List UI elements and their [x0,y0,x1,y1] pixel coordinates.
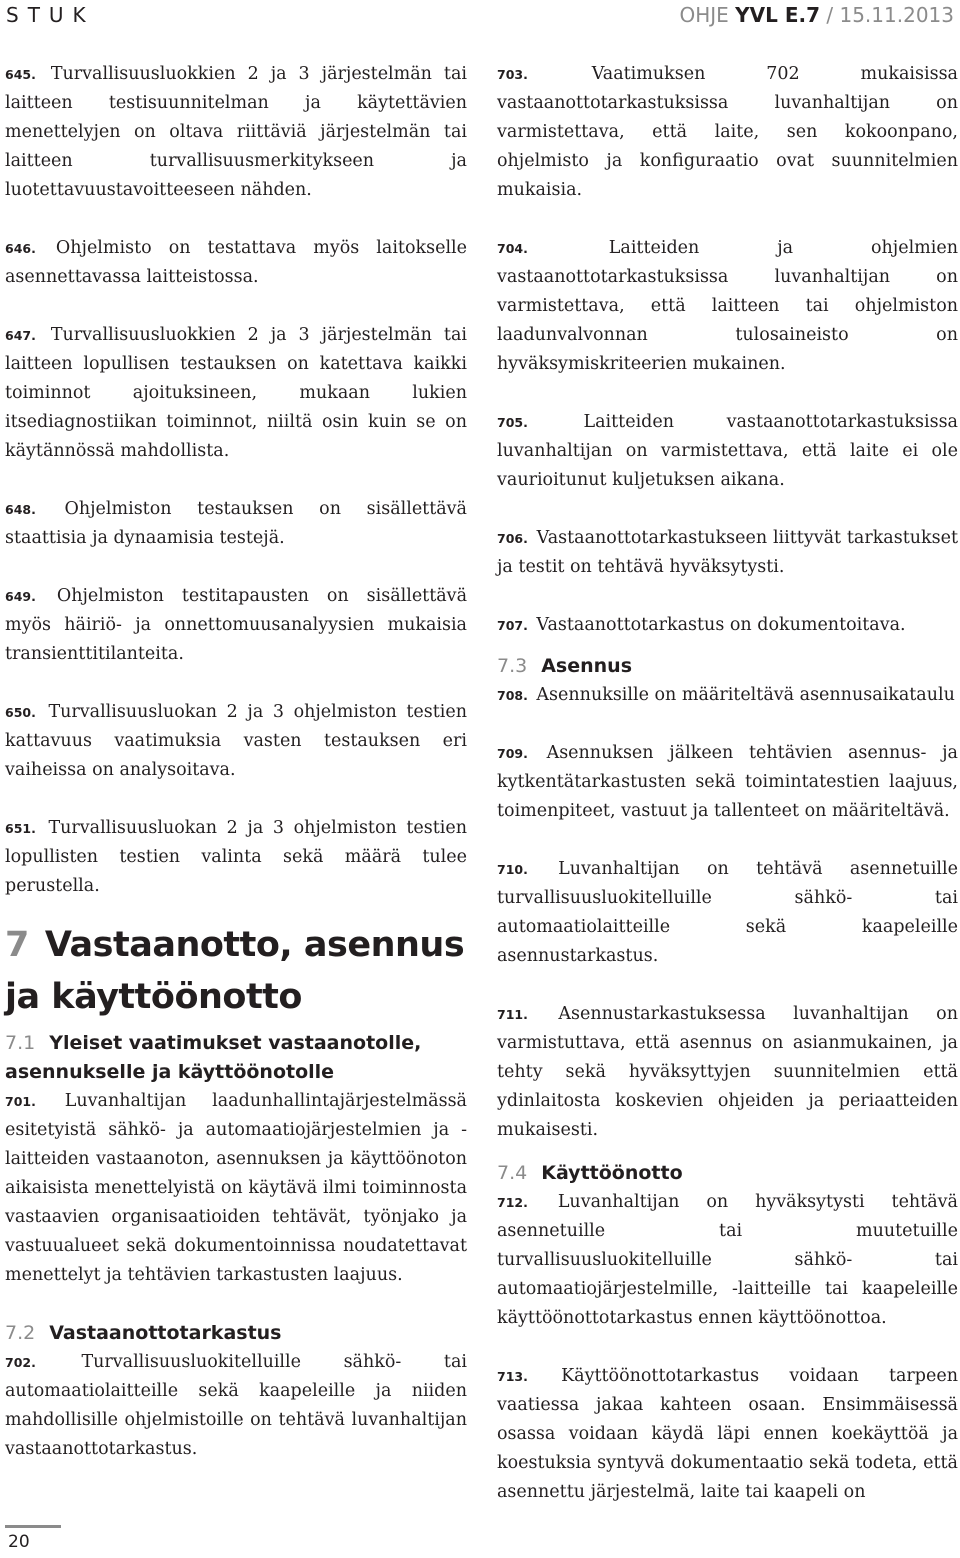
paragraph-text: Laitteiden ja ohjelmien vastaanottotarkastuksissa luvanhaltijan on varmistettava, että laitteen tai ohjelmiston laadunvalvonnan tulosaineisto on hyväksymiskriteerien mukainen. [497,238,958,374]
paragraph-number: 703. [497,67,528,82]
paragraph-701 [5,1087,467,1290]
paragraph-text: Asennuksille on määriteltävä asennusaikataulu [536,685,955,705]
paragraph-706 [497,524,958,582]
paragraph-647 [5,321,467,466]
paragraph-number: 704. [497,241,528,256]
paragraph-703 [497,60,958,205]
paragraph-text: Luvanhaltijan on hyväksytysti tehtävä asennetuille tai muutetuille turvallisuusluokitelluille sähkö- tai automaatiojärjestelmille, -laitteille tai kaapeleille käyttöönottotarkastus ennen käyttöönottoa. [497,1192,958,1328]
section-number: 7.1 [5,1032,36,1054]
paragraph-text: Ohjelmisto on testattava myös laitokselle asennettavassa laitteistossa. [5,238,467,287]
paragraph-709 [497,739,958,826]
section-title: Vastaanottotarkastus [49,1322,282,1344]
paragraph-646 [5,234,467,292]
chapter-title: Vastaanotto, asennus ja käyttöönotto [5,925,465,1017]
paragraph-text: Luvanhaltijan on tehtävä asennetuille turvallisuusluokitelluille sähkö- tai automaatiolaitteille sekä kaapeleille asennustarkastus. [497,859,958,966]
right-column [497,60,958,1536]
paragraph-708 [497,681,958,710]
paragraph-number: 711. [497,1007,528,1022]
paragraph-number: 708. [497,688,528,703]
paragraph-713 [497,1362,958,1507]
paragraph-text: Turvallisuusluokkien 2 ja 3 järjestelmän tai laitteen lopullisen testauksen on katettava kaikki toiminnot ajoituksineen, mukaan lukien itsediagnostiikan toiminnot, niiltä osin kuin se on käytännössä mahdollista. [5,325,467,461]
paragraph-text: Käyttöönottotarkastus voidaan tarpeen vaatiessa jakaa kahteen osaan. Ensimmäisessä osassa voidaan käydä läpi ennen koekäyttöä ja koestuksia syntyvä dokumentaatio sekä todeta, että asennettu järjestelmä, laite tai kaapeli on [497,1366,958,1502]
paragraph-text: Asennuksen jälkeen tehtävien asennus- ja kytkentätarkastusten sekä toimintatestien laajuus, toimenpiteet, vastuut ja tallenteet on määriteltävä. [497,743,958,821]
paragraph-text: Vaatimuksen 702 mukaisissa vastaanottotarkastuksissa luvanhaltijan on varmistettava, että laite, sen kokoonpano, ohjelmisto ja konfiguraatio ovat suunnitelmien mukaisia. [497,64,958,200]
paragraph-text: Vastaanottotarkastus on dokumentoitava. [536,615,906,635]
paragraph-number: 648. [5,502,36,517]
section-number: 7.2 [5,1322,36,1344]
paragraph-707 [497,611,958,640]
section-heading-7-3 [497,652,958,681]
paragraph-650 [5,698,467,785]
paragraph-number: 701. [5,1094,36,1109]
section-title: Asennus [541,655,633,677]
paragraph-number: 645. [5,67,36,82]
section-title: Käyttöönotto [541,1162,683,1184]
paragraph-number: 650. [5,705,36,720]
paragraph-text: Vastaanottotarkastukseen liittyvät tarkastukset ja testit on tehtävä hyväksytysti. [497,528,958,577]
left-column [5,60,467,1493]
paragraph-number: 709. [497,746,528,761]
paragraph-text: Luvanhaltijan laadunhallintajärjestelmässä esitetyistä sähkö- ja automaatiojärjestelmien ja -laitteiden vastaanoton, asennuksen ja käyttöönoton aikaisista menettelyistä on käytävä ilmi toiminnosta vastaavien organisaatioiden tehtävät, työnjako ja vastuualueet sekä dokumentoinnissa noudatettavat menettelyt ja tehtävien tarkastusten laajuus. [5,1091,467,1285]
paragraph-text: Ohjelmiston testauksen on sisällettävä staattisia ja dynaamisia testejä. [5,499,467,548]
paragraph-text: Ohjelmiston testitapausten on sisällettävä myös häiriö- ja onnettomuusanalyysien mukaisia transienttitilanteita. [5,586,467,664]
footer-rule [5,1525,61,1528]
paragraph-number: 647. [5,328,36,343]
paragraph-number: 712. [497,1195,528,1210]
chapter-number: 7 [5,925,29,965]
paragraph-710 [497,855,958,971]
paragraph-text: Turvallisuusluokan 2 ja 3 ohjelmiston testien kattavuus vaatimuksia vasten testauksen eri vaiheissa on analysoitava. [5,702,467,780]
paragraph-704 [497,234,958,379]
paragraph-705 [497,408,958,495]
guide-code: YVL E.7 [735,3,821,27]
section-number: 7.3 [497,655,528,677]
paragraph-651 [5,814,467,901]
header-separator: / [826,3,834,27]
guide-date: 15.11.2013 [839,3,954,27]
paragraph-text: Asennustarkastuksessa luvanhaltijan on varmistuttava, että asennus on asianmukainen, ja tehty sekä hyväksyttyjen suunnitelmien että ydinlaitosta koskevien ohjeiden ja periaatteiden mukaisesti. [497,1004,958,1140]
paragraph-712 [497,1188,958,1333]
paragraph-645 [5,60,467,205]
paragraph-648 [5,495,467,553]
chapter-heading [5,919,467,1023]
paragraph-number: 702. [5,1355,36,1370]
paragraph-text: Laitteiden vastaanottotarkastuksissa luvanhaltijan on varmistettava, että laite ei ole vaurioitunut kuljetuksen aikana. [497,412,958,490]
section-title: Yleiset vaatimukset vastaanotolle, asennukselle ja käyttöönotolle [5,1032,422,1083]
paragraph-text: Turvallisuusluokan 2 ja 3 ohjelmiston testien lopullisten testien valinta sekä määrä tulee perustella. [5,818,467,896]
guide-reference [679,3,954,27]
paragraph-number: 706. [497,531,528,546]
paragraph-number: 710. [497,862,528,877]
paragraph-text: Turvallisuusluokitelluille sähkö- tai automaatiolaitteille sekä kaapeleille ja niiden mahdollisille ohjelmistoille on tehtävä luvanhaltijan vastaanottotarkastus. [5,1352,467,1459]
section-heading-7-4 [497,1159,958,1188]
paragraph-711 [497,1000,958,1145]
paragraph-number: 705. [497,415,528,430]
guide-prefix: OHJE [679,3,729,27]
paragraph-number: 707. [497,618,528,633]
paragraph-number: 713. [497,1369,528,1384]
paragraph-text: Turvallisuusluokkien 2 ja 3 järjestelmän tai laitteen testisuunnitelman ja käytettävien menettelyjen on oltava riittäviä järjestelmän tai laitteen turvallisuusmerkitykseen ja luotettavuustavoitteeseen nähden. [5,64,467,200]
section-heading-7-1 [5,1029,467,1087]
paragraph-number: 646. [5,241,36,256]
org-name: STUK [6,3,95,27]
page-number: 20 [8,1532,30,1552]
section-number: 7.4 [497,1162,528,1184]
paragraph-number: 649. [5,589,36,604]
paragraph-702 [5,1348,467,1464]
paragraph-number: 651. [5,821,36,836]
paragraph-649 [5,582,467,669]
section-heading-7-2 [5,1319,467,1348]
